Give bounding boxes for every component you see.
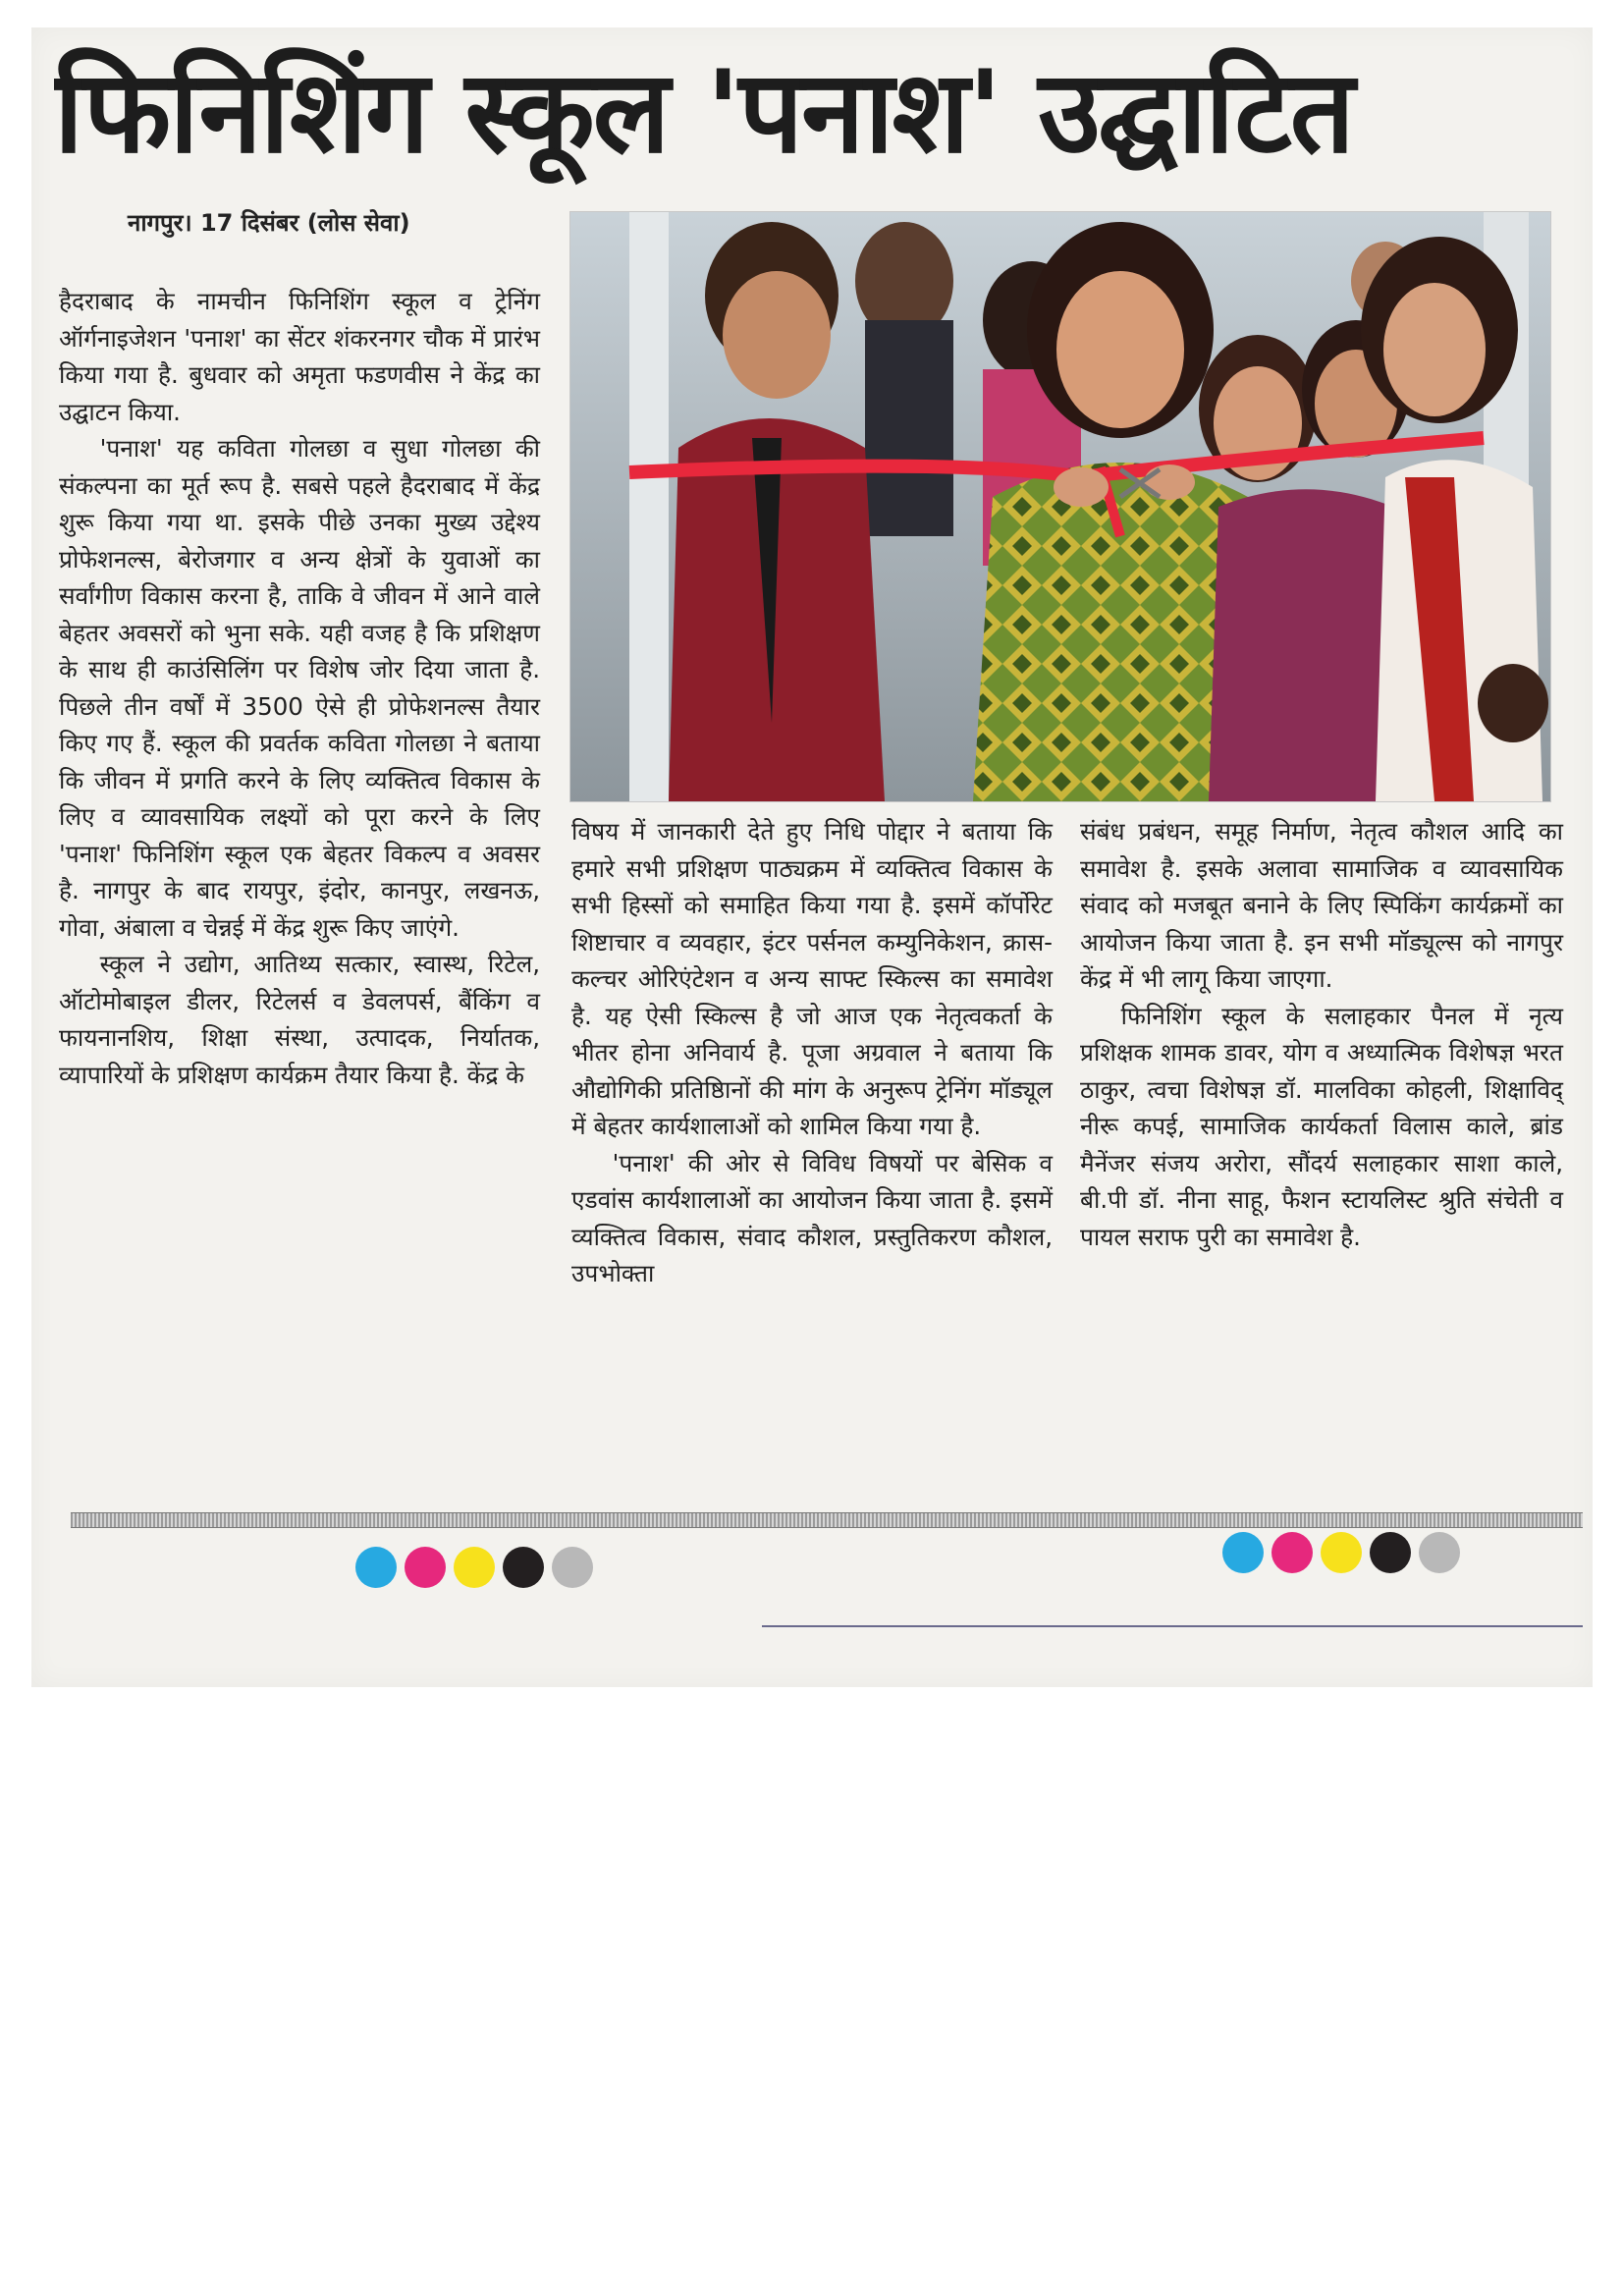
- paragraph: 'पनाश' की ओर से विविध विषयों पर बेसिक व एडवांस कार्यशालाओं का आयोजन किया जाता है. इसमें व्यक्तित्व विकास, संवाद कौशल, प्रस्तुतिकरण कौशल, उपभोक्ता: [571, 1148, 1053, 1287]
- ribbon-cutting-photo: [569, 211, 1551, 802]
- black-dot-icon: [1370, 1532, 1411, 1573]
- yellow-dot-icon: [454, 1547, 495, 1588]
- registration-marks-left: [355, 1547, 593, 1588]
- registration-marks-right: [1222, 1532, 1460, 1573]
- paragraph: स्कूल ने उद्योग, आतिथ्य सत्कार, स्वास्थ, रिटेल, ऑटोमोबाइल डीलर, रिटेलर्स व डेवलपर्स, बैंकिंग व फायनानशिय, शिक्षा संस्था, उत्पादक, निर्यातक, व्यापारियों के प्रशिक्षण कार्यक्रम तैयार किया है. केंद्र के: [59, 950, 540, 1089]
- paragraph: विषय में जानकारी देते हुए निधि पोद्दार ने बताया कि हमारे सभी प्रशिक्षण पाठ्यक्रम में व्यक्तित्व विकास के सभी हिस्सों को समाहित किया गया है. इसमें कॉर्पोरेट शिष्टाचार व व्यवहार, इंटर पर्सनल कम्युनिकेशन, क्रास-कल्चर ओरिएंटेशन व अन्य साफ्ट स्किल्स का समावेश है. यह ऐसी स्किल्स है जो आज एक नेतृत्वकर्ता के भीतर होना अनिवार्य है. पूजा अग्रवाल ने बताया कि औद्योगिकी प्रतिष्ठिानों की मांग के अनुरूप ट्रेनिंग मॉड्यूल में बेहतर कार्यशालाओं को शामिल किया गया है.: [571, 817, 1053, 1140]
- paragraph: संबंध प्रबंधन, समूह निर्माण, नेतृत्व कौशल आदि का समावेश है. इसके अलावा सामाजिक व व्यावसायिक संवाद को मजबूत बनाने के लिए स्पिकिंग कार्यक्रमों का आयोजन किया जाता है. इन सभी मॉड्यूल्स को नागपुर केंद्र में भी लागू किया जाएगा.: [1080, 817, 1563, 993]
- gray-dot-icon: [552, 1547, 593, 1588]
- separator-rule: [71, 1512, 1583, 1528]
- yellow-dot-icon: [1321, 1532, 1362, 1573]
- paragraph: 'पनाश' यह कविता गोलछा व सुधा गोलछा की संकल्पना का मूर्त रूप है. सबसे पहले हैदराबाद में केंद्र शुरू किया गया था. इसके पीछे उनका मुख्य उद्देश्य प्रोफेशनल्स, बेरोजगार व अन्य क्षेत्रों के युवाओं का सर्वांगीण विकास करना है, ताकि वे जीवन में आने वाले बेहतर अवसरों को भुना सके. यही वजह है कि प्रशिक्षण के साथ ही काउंसिलिंग पर विशेष जोर दिया जाता है. पिछले तीन वर्षों में 3500 ऐसे ही प्रोफेशनल्स तैयार किए गए हैं. स्कूल की प्रवर्तक कविता गोलछा ने बताया कि जीवन में प्रगति करने के लिए व्यक्तित्व विकास के लिए व व्यावसायिक लक्ष्यों को पूरा करने के लिए 'पनाश' फिनिशिंग स्कूल एक बेहतर विकल्प व अवसर है. नागपुर के बाद रायपुर, इंदोर, कानपुर, लखनऊ, गोवा, अंबाला व चेन्नई में केंद्र शुरू किए जाएंगे.: [59, 434, 540, 942]
- paragraph: हैदराबाद के नामचीन फिनिशिंग स्कूल व ट्रेनिंग ऑर्गनाइजेशन 'पनाश' का सेंटर शंकरनगर चौक में प्रारंभ किया गया है. बुधवार को अमृता फडणवीस ने केंद्र का उद्घाटन किया.: [59, 287, 540, 426]
- cyan-dot-icon: [1222, 1532, 1264, 1573]
- black-dot-icon: [503, 1547, 544, 1588]
- paragraph: फिनिशिंग स्कूल के सलाहकार पैनल में नृत्य प्रशिक्षक शामक डावर, योग व अध्यात्मिक विशेषज्ञ भरत ठाकुर, त्वचा विशेषज्ञ डॉ. मालविका कोहली, शिक्षाविद् नीरू कपई, सामाजिक कार्यकर्ता विलास काले, ब्रांड मैनेंजर संजय अरोरा, सौंदर्य सलाहकार साशा काले, बी.पी डॉ. नीना साहू, फैशन स्टायलिस्ट श्रुति संचेती व पायल सराफ पुरी का समावेश है.: [1080, 1001, 1563, 1251]
- gray-dot-icon: [1419, 1532, 1460, 1573]
- magenta-dot-icon: [405, 1547, 446, 1588]
- bottom-line: [762, 1625, 1583, 1627]
- article-column-2: [571, 813, 1053, 1292]
- article-column-1: [59, 283, 540, 1093]
- dateline: नागपुर। 17 दिसंबर (लोस सेवा): [128, 209, 410, 237]
- cyan-dot-icon: [355, 1547, 397, 1588]
- article-column-3: [1080, 813, 1563, 1255]
- headline: फिनिशिंग स्कूल 'पनाश' उद्घाटित: [54, 46, 1353, 179]
- magenta-dot-icon: [1271, 1532, 1313, 1573]
- photo-illustration: [570, 212, 1550, 801]
